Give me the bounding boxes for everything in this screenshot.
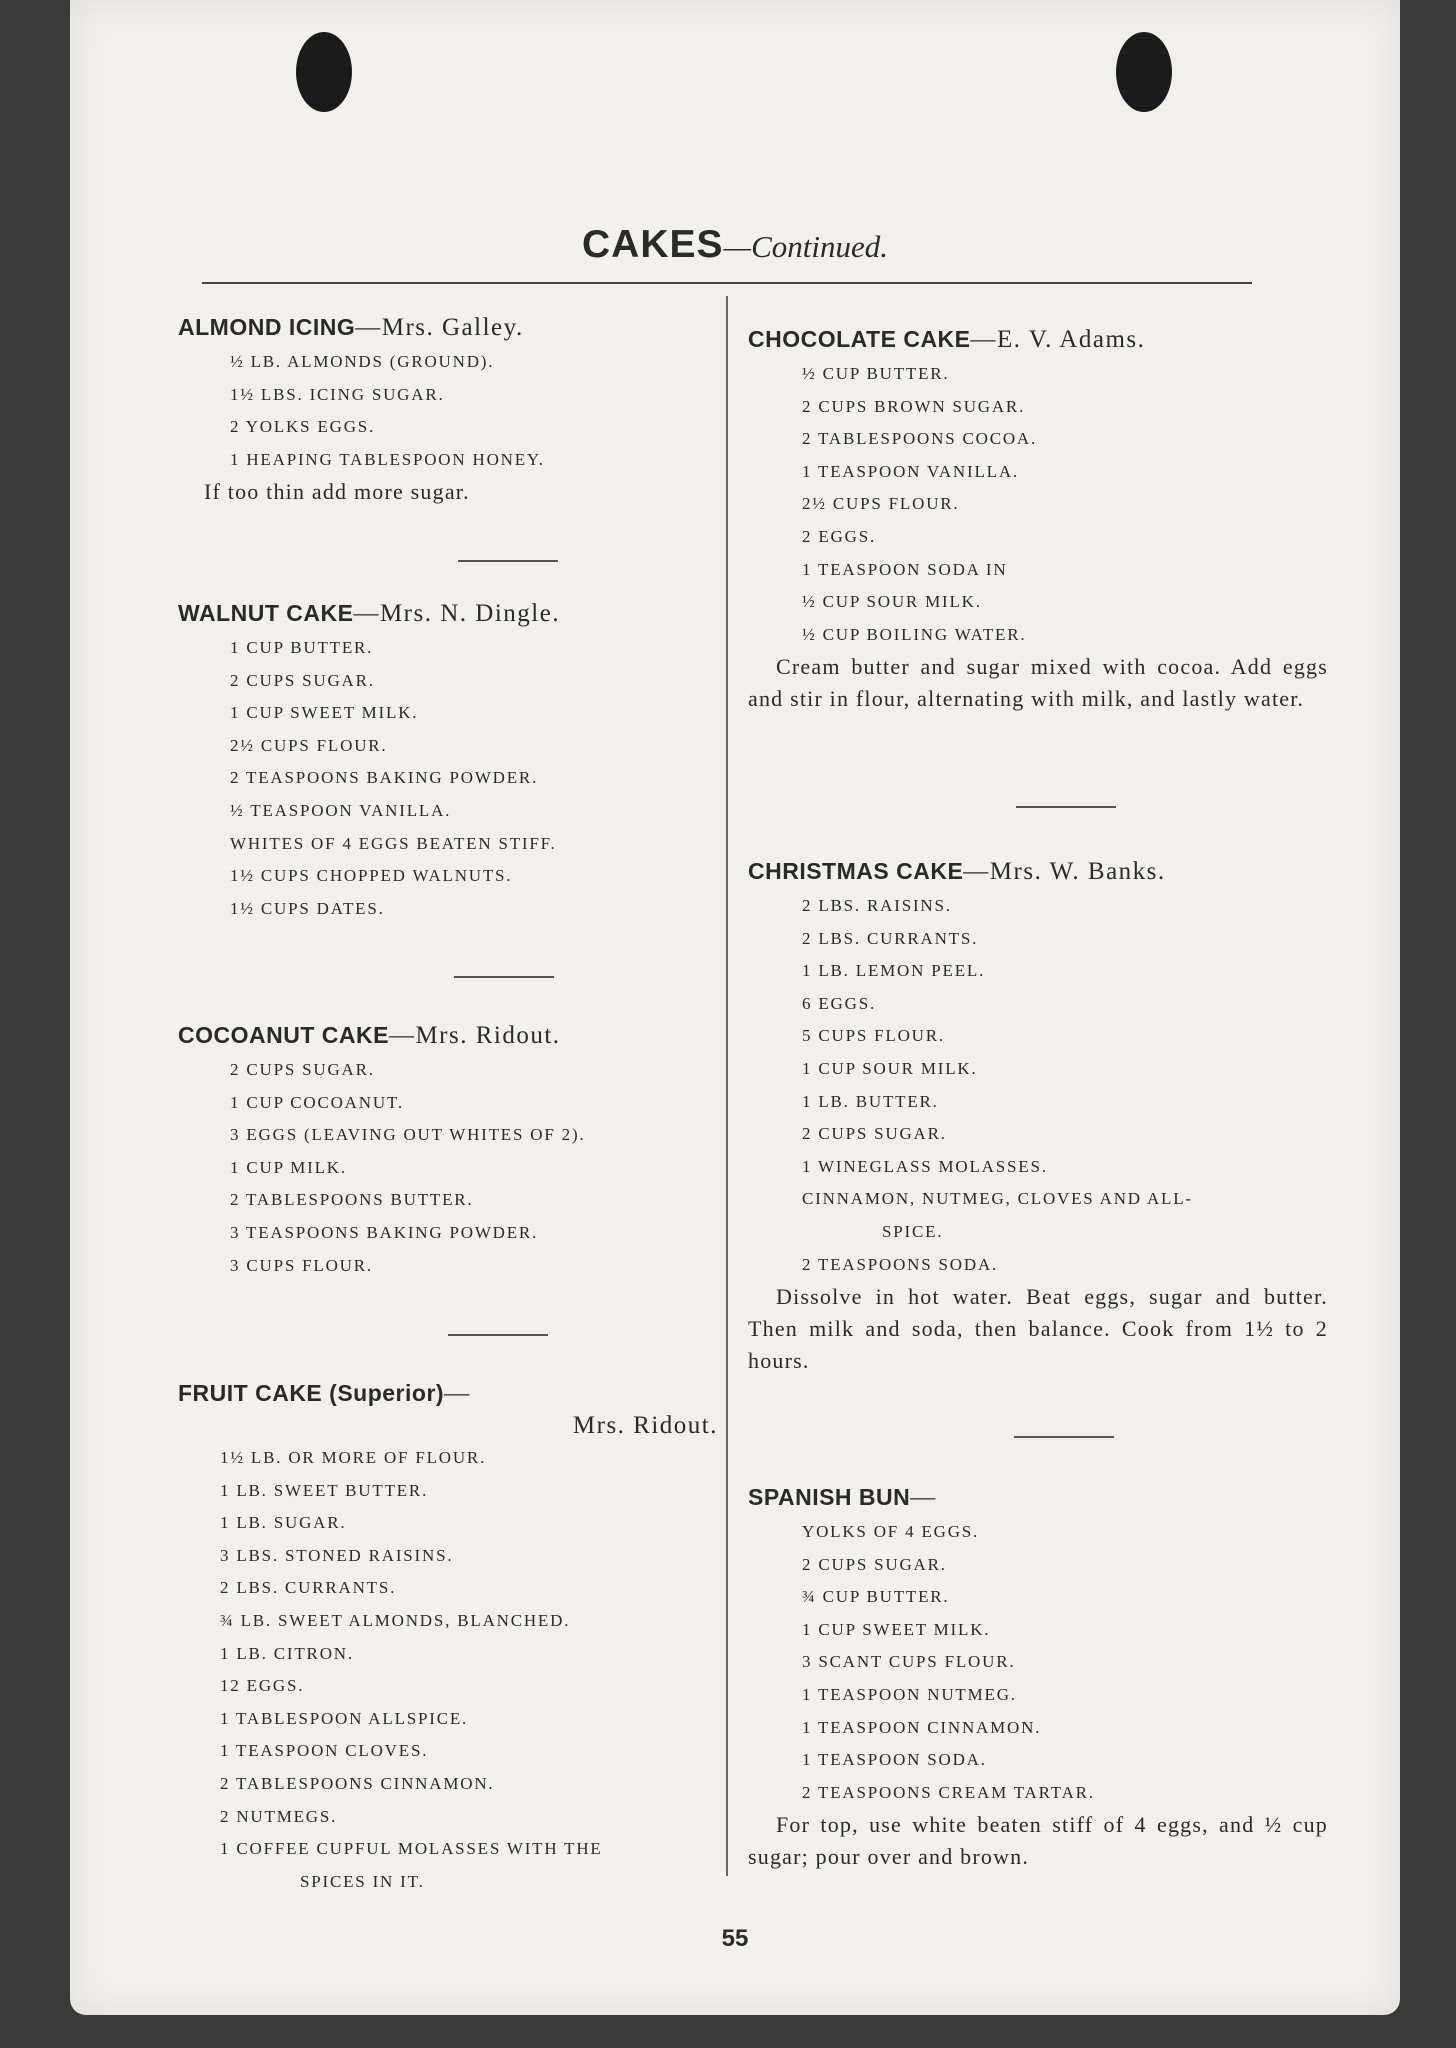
ingredient: 2 TABLESPOONS COCOA. — [802, 429, 1038, 449]
ingredient: 1 LB. SWEET BUTTER. — [220, 1480, 429, 1500]
recipe-spanish-bun — [748, 1484, 1328, 1873]
recipe-title — [178, 1380, 718, 1408]
ingredient: 1 TEASPOON SODA. — [802, 1750, 987, 1770]
recipe-note: If too thin add more sugar. — [204, 479, 470, 505]
ingredient: 1½ CUPS DATES. — [230, 898, 385, 918]
ingredient: 2 CUPS SUGAR. — [230, 670, 375, 690]
ingredient: 2 YOLKS EGGS. — [230, 417, 376, 437]
ingredient: 1 CUP SWEET MILK. — [802, 1619, 991, 1639]
recipe-fruit-cake — [178, 1380, 718, 1898]
ingredient: 2 LBS. RAISINS. — [802, 896, 952, 915]
ingredient-list — [178, 1054, 718, 1282]
ingredient: WHITES OF 4 EGGS BEATEN STIFF. — [230, 833, 557, 853]
recipe-title — [178, 314, 718, 342]
ingredient: 2 LBS. CURRANTS. — [220, 1578, 397, 1598]
ingredient: ½ LB. ALMONDS (GROUND). — [230, 352, 495, 371]
ingredient: 2 TEASPOONS CREAM TARTAR. — [802, 1782, 1095, 1802]
ingredient-list — [748, 890, 1328, 1281]
recipe-author: —Mrs. Ridout. — [388, 1022, 561, 1049]
ingredient: 1½ CUPS CHOPPED WALNUTS. — [230, 866, 513, 886]
ingredient: 1 CUP COCOANUT. — [230, 1092, 404, 1112]
ingredient: 1½ LBS. ICING SUGAR. — [230, 384, 445, 404]
recipe-note: Dissolve in hot water. Beat eggs, sugar and butter. Then milk and soda, then balance. Cook from 1½ to 2 hours. — [748, 1284, 1328, 1374]
ingredient: 1 LB. BUTTER. — [802, 1091, 939, 1111]
recipe-title — [178, 1022, 718, 1050]
ingredient: YOLKS OF 4 EGGS. — [802, 1522, 980, 1541]
recipe-title — [178, 600, 718, 628]
ingredient: 2 TABLESPOONS BUTTER. — [230, 1190, 474, 1210]
recipe-author: —Mrs. N. Dingle. — [353, 600, 561, 627]
ingredient: 1 TEASPOON VANILLA. — [802, 461, 1019, 481]
ingredient-continuation: SPICE. — [882, 1221, 944, 1241]
recipe-name: FRUIT CAKE (Superior) — [178, 1380, 445, 1406]
recipe-title — [748, 1484, 1328, 1512]
ingredient: 2½ CUPS FLOUR. — [230, 735, 388, 755]
header-rule — [202, 282, 1252, 284]
ingredient: 5 CUPS FLOUR. — [802, 1026, 945, 1046]
recipe-author: — — [444, 1380, 471, 1407]
ingredient-list — [178, 346, 718, 476]
recipe-author: —E. V. Adams. — [970, 326, 1146, 353]
recipe-christmas-cake — [748, 858, 1328, 1377]
recipe-name: WALNUT CAKE — [178, 600, 354, 626]
ingredient: ½ TEASPOON VANILLA. — [230, 800, 452, 820]
cookbook-page — [70, 0, 1400, 2015]
recipe-name: SPANISH BUN — [748, 1484, 911, 1510]
ingredient: ½ CUP BOILING WATER. — [802, 624, 1027, 644]
ingredient: 1 TEASPOON CLOVES. — [220, 1741, 429, 1761]
separator — [454, 976, 554, 978]
ingredient: 1 CUP SWEET MILK. — [230, 703, 419, 723]
ingredient: 1 LB. SUGAR. — [220, 1513, 347, 1533]
ingredient: 2 TEASPOONS SODA. — [802, 1254, 999, 1274]
ingredient: 1 TEASPOON SODA IN — [802, 559, 1008, 579]
ingredient: 1 CUP BUTTER. — [230, 638, 374, 657]
ingredient: 1 CUP SOUR MILK. — [802, 1058, 978, 1078]
ingredient: CINNAMON, NUTMEG, CLOVES AND ALL- — [802, 1189, 1193, 1209]
recipe-author: —Mrs. Galley. — [355, 314, 524, 341]
recipe-walnut-cake — [178, 600, 718, 925]
section-continued: —Continued. — [723, 229, 888, 264]
recipe-name: COCOANUT CAKE — [178, 1022, 389, 1048]
binder-hole-left — [296, 32, 352, 112]
ingredient: ¾ CUP BUTTER. — [802, 1587, 950, 1607]
ingredient: 1 COFFEE CUPFUL MOLASSES WITH THE — [220, 1839, 603, 1859]
recipe-note: For top, use white beaten stiff of 4 eggs, and ½ cup sugar; pour over and brown. — [748, 1812, 1328, 1870]
ingredient: 1 LB. CITRON. — [220, 1643, 354, 1663]
ingredient-list — [178, 632, 718, 925]
ingredient: 3 TEASPOONS BAKING POWDER. — [230, 1222, 539, 1242]
separator — [458, 560, 558, 562]
recipe-author-line: Mrs. Ridout. — [572, 1412, 718, 1439]
ingredient: 3 EGGS (LEAVING OUT WHITES OF 2). — [230, 1125, 586, 1145]
ingredient: 2 EGGS. — [802, 526, 876, 546]
recipe-name: CHOCOLATE CAKE — [748, 326, 971, 352]
page-header — [70, 222, 1400, 267]
ingredient: 1 CUP MILK. — [230, 1157, 347, 1177]
ingredient: 1 HEAPING TABLESPOON HONEY. — [230, 449, 545, 469]
recipe-title — [748, 858, 1328, 886]
ingredient: 12 EGGS. — [220, 1676, 305, 1696]
ingredient: 3 LBS. STONED RAISINS. — [220, 1545, 454, 1565]
binder-hole-right — [1116, 32, 1172, 112]
recipe-cocoanut-cake — [178, 1022, 718, 1282]
ingredient: 3 SCANT CUPS FLOUR. — [802, 1652, 1016, 1672]
section-title: CAKES — [581, 223, 724, 266]
ingredient: 2 TEASPOONS BAKING POWDER. — [230, 768, 539, 788]
ingredient: 1 TEASPOON NUTMEG. — [802, 1684, 1017, 1704]
recipe-name: ALMOND ICING — [178, 314, 356, 340]
ingredient: 2 TABLESPOONS CINNAMON. — [220, 1773, 495, 1793]
recipe-almond-icing — [178, 314, 718, 508]
ingredient: 2 CUPS SUGAR. — [230, 1060, 375, 1079]
recipe-title — [748, 326, 1328, 354]
ingredient: 2 CUPS BROWN SUGAR. — [802, 396, 1026, 416]
ingredient: 3 CUPS FLOUR. — [230, 1255, 373, 1275]
ingredient-continuation: SPICES IN IT. — [300, 1871, 425, 1891]
ingredient: ¾ LB. SWEET ALMONDS, BLANCHED. — [220, 1610, 571, 1630]
ingredient: 2½ CUPS FLOUR. — [802, 494, 960, 514]
ingredient: 1 WINEGLASS MOLASSES. — [802, 1156, 1048, 1176]
separator — [448, 1334, 548, 1336]
ingredient: 1 LB. LEMON PEEL. — [802, 961, 986, 981]
ingredient: 2 LBS. CURRANTS. — [802, 928, 979, 948]
column-divider — [726, 296, 728, 1876]
ingredient: ½ CUP BUTTER. — [802, 364, 950, 383]
separator — [1014, 1436, 1114, 1438]
recipe-chocolate-cake — [748, 326, 1328, 715]
ingredient-list — [748, 358, 1328, 651]
page-number: 55 — [721, 1925, 749, 1952]
ingredient: ½ CUP SOUR MILK. — [802, 592, 982, 612]
ingredient: 1 TABLESPOON ALLSPICE. — [220, 1708, 469, 1728]
ingredient-list — [178, 1442, 718, 1898]
recipe-author: — — [910, 1484, 937, 1511]
recipe-name: CHRISTMAS CAKE — [748, 858, 964, 884]
ingredient: 1½ LB. OR MORE OF FLOUR. — [220, 1448, 487, 1467]
ingredient-list — [748, 1516, 1328, 1809]
ingredient: 1 TEASPOON CINNAMON. — [802, 1717, 1042, 1737]
separator — [1016, 806, 1116, 808]
ingredient: 2 CUPS SUGAR. — [802, 1124, 947, 1144]
recipe-author: —Mrs. W. Banks. — [963, 858, 1166, 885]
ingredient: 2 CUPS SUGAR. — [802, 1554, 947, 1574]
recipe-note: Cream butter and sugar mixed with cocoa. Add eggs and stir in flour, alternating with milk, and lastly water. — [748, 654, 1328, 712]
ingredient: 2 NUTMEGS. — [220, 1806, 338, 1826]
ingredient: 6 EGGS. — [802, 993, 876, 1013]
